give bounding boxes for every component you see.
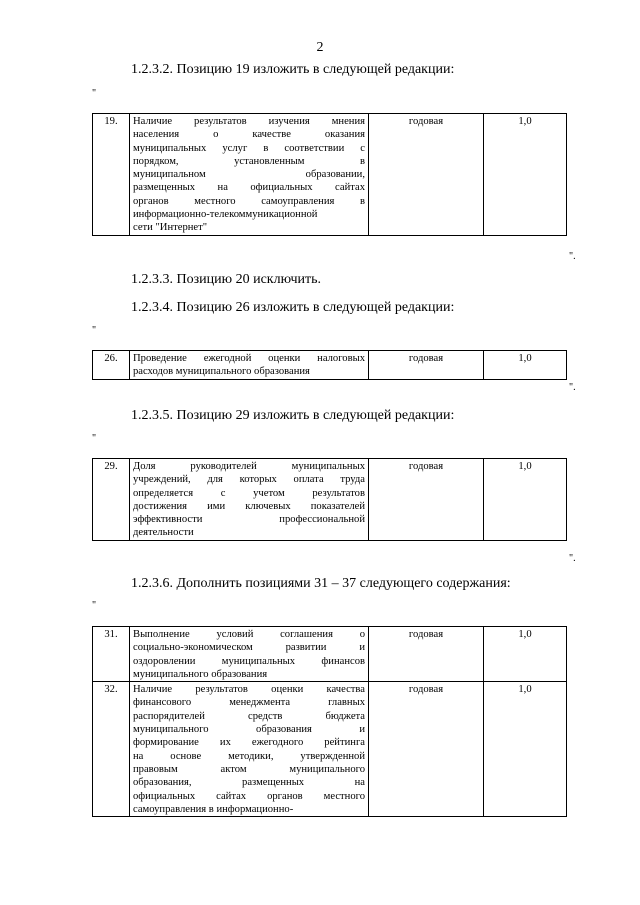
open-quote: " [92, 88, 97, 99]
description-line: Проведение ежегодной оценки налоговых [133, 353, 365, 364]
section-heading: 1.2.3.6. Дополнить позициями 31 – 37 следующего содержания: [131, 576, 511, 591]
row-period: годовая [369, 114, 484, 236]
description-line: Наличие результатов оценки качества [133, 684, 365, 696]
row-description [130, 459, 369, 541]
description-line: информационно-телекоммуникационной [133, 209, 318, 221]
description-line: Доля руководителей муниципальных [133, 461, 365, 472]
table-row [93, 114, 567, 236]
row-period: годовая [369, 351, 484, 380]
description-line: муниципального образования и [133, 724, 365, 736]
description-line: Выполнение условий соглашения о [133, 629, 365, 640]
description-line: расходов муниципального образования [133, 366, 310, 378]
description-line: официальных сайтах органов местного [133, 790, 365, 802]
row-period: годовая [369, 682, 484, 817]
row-period: годовая [369, 627, 484, 682]
description-line: социально-экономическом развитии и [133, 642, 365, 654]
position-table [92, 458, 567, 541]
row-number: 26. [93, 351, 130, 380]
description-line: определяется с учетом результатов [133, 487, 365, 499]
description-line: Наличие результатов изучения мнения [133, 116, 365, 127]
row-coefficient: 1,0 [484, 459, 567, 541]
table-row [93, 351, 567, 380]
description-line: достижения ими ключевых показателей [133, 500, 365, 512]
section-heading: 1.2.3.3. Позицию 20 исключить. [131, 272, 322, 287]
row-description [130, 351, 369, 380]
close-quote: ". [569, 251, 576, 262]
description-line: эффективности профессиональной [133, 514, 365, 526]
description-line: финансового менеджмента главных [133, 697, 365, 709]
section-heading: 1.2.3.4. Позицию 26 изложить в следующей редакции: [131, 300, 455, 315]
description-line: распорядителей средств бюджета [133, 710, 365, 722]
description-line: оздоровлении муниципальных финансов [133, 655, 365, 667]
description-line: правовым актом муниципального [133, 763, 365, 775]
row-number: 29. [93, 459, 130, 541]
description-line: муниципальном образовании, [133, 169, 365, 181]
row-coefficient: 1,0 [484, 627, 567, 682]
position-table [92, 626, 567, 817]
description-line: органов местного самоуправления в [133, 195, 365, 207]
description-line: учреждений, для которых оплата труда [133, 474, 365, 486]
page-number: 2 [316, 40, 324, 55]
row-coefficient: 1,0 [484, 114, 567, 236]
row-number: 19. [93, 114, 130, 236]
open-quote: " [92, 600, 97, 611]
description-line: населения о качестве оказания [133, 129, 365, 141]
section-heading: 1.2.3.2. Позицию 19 изложить в следующей редакции: [131, 62, 455, 77]
close-quote: ". [569, 382, 576, 393]
row-coefficient: 1,0 [484, 682, 567, 817]
table-row [93, 627, 567, 682]
row-period: годовая [369, 459, 484, 541]
position-table [92, 350, 567, 380]
open-quote: " [92, 433, 97, 444]
row-number: 32. [93, 682, 130, 817]
description-line: деятельности [133, 527, 194, 539]
row-description [130, 114, 369, 236]
close-quote: ". [569, 553, 576, 564]
description-line: муниципального образования [133, 668, 268, 680]
row-description [130, 682, 369, 817]
description-line: порядком, установленным в [133, 155, 365, 167]
table-row [93, 682, 567, 817]
row-coefficient: 1,0 [484, 351, 567, 380]
description-line: самоуправления в информационно- [133, 803, 294, 815]
description-line: муниципальных услуг в соответствии с [133, 142, 365, 154]
description-line: на основе методики, утвержденной [133, 750, 365, 762]
row-number: 31. [93, 627, 130, 682]
section-heading: 1.2.3.5. Позицию 29 изложить в следующей редакции: [131, 408, 455, 423]
position-table [92, 113, 567, 236]
open-quote: " [92, 325, 97, 336]
row-description [130, 627, 369, 682]
description-line: размещенных на официальных сайтах [133, 182, 365, 194]
description-line: образования, размещенных на [133, 777, 365, 789]
table-row [93, 459, 567, 541]
description-line: сети "Интернет" [133, 222, 208, 234]
description-line: формирование их ежегодного рейтинга [133, 737, 365, 749]
